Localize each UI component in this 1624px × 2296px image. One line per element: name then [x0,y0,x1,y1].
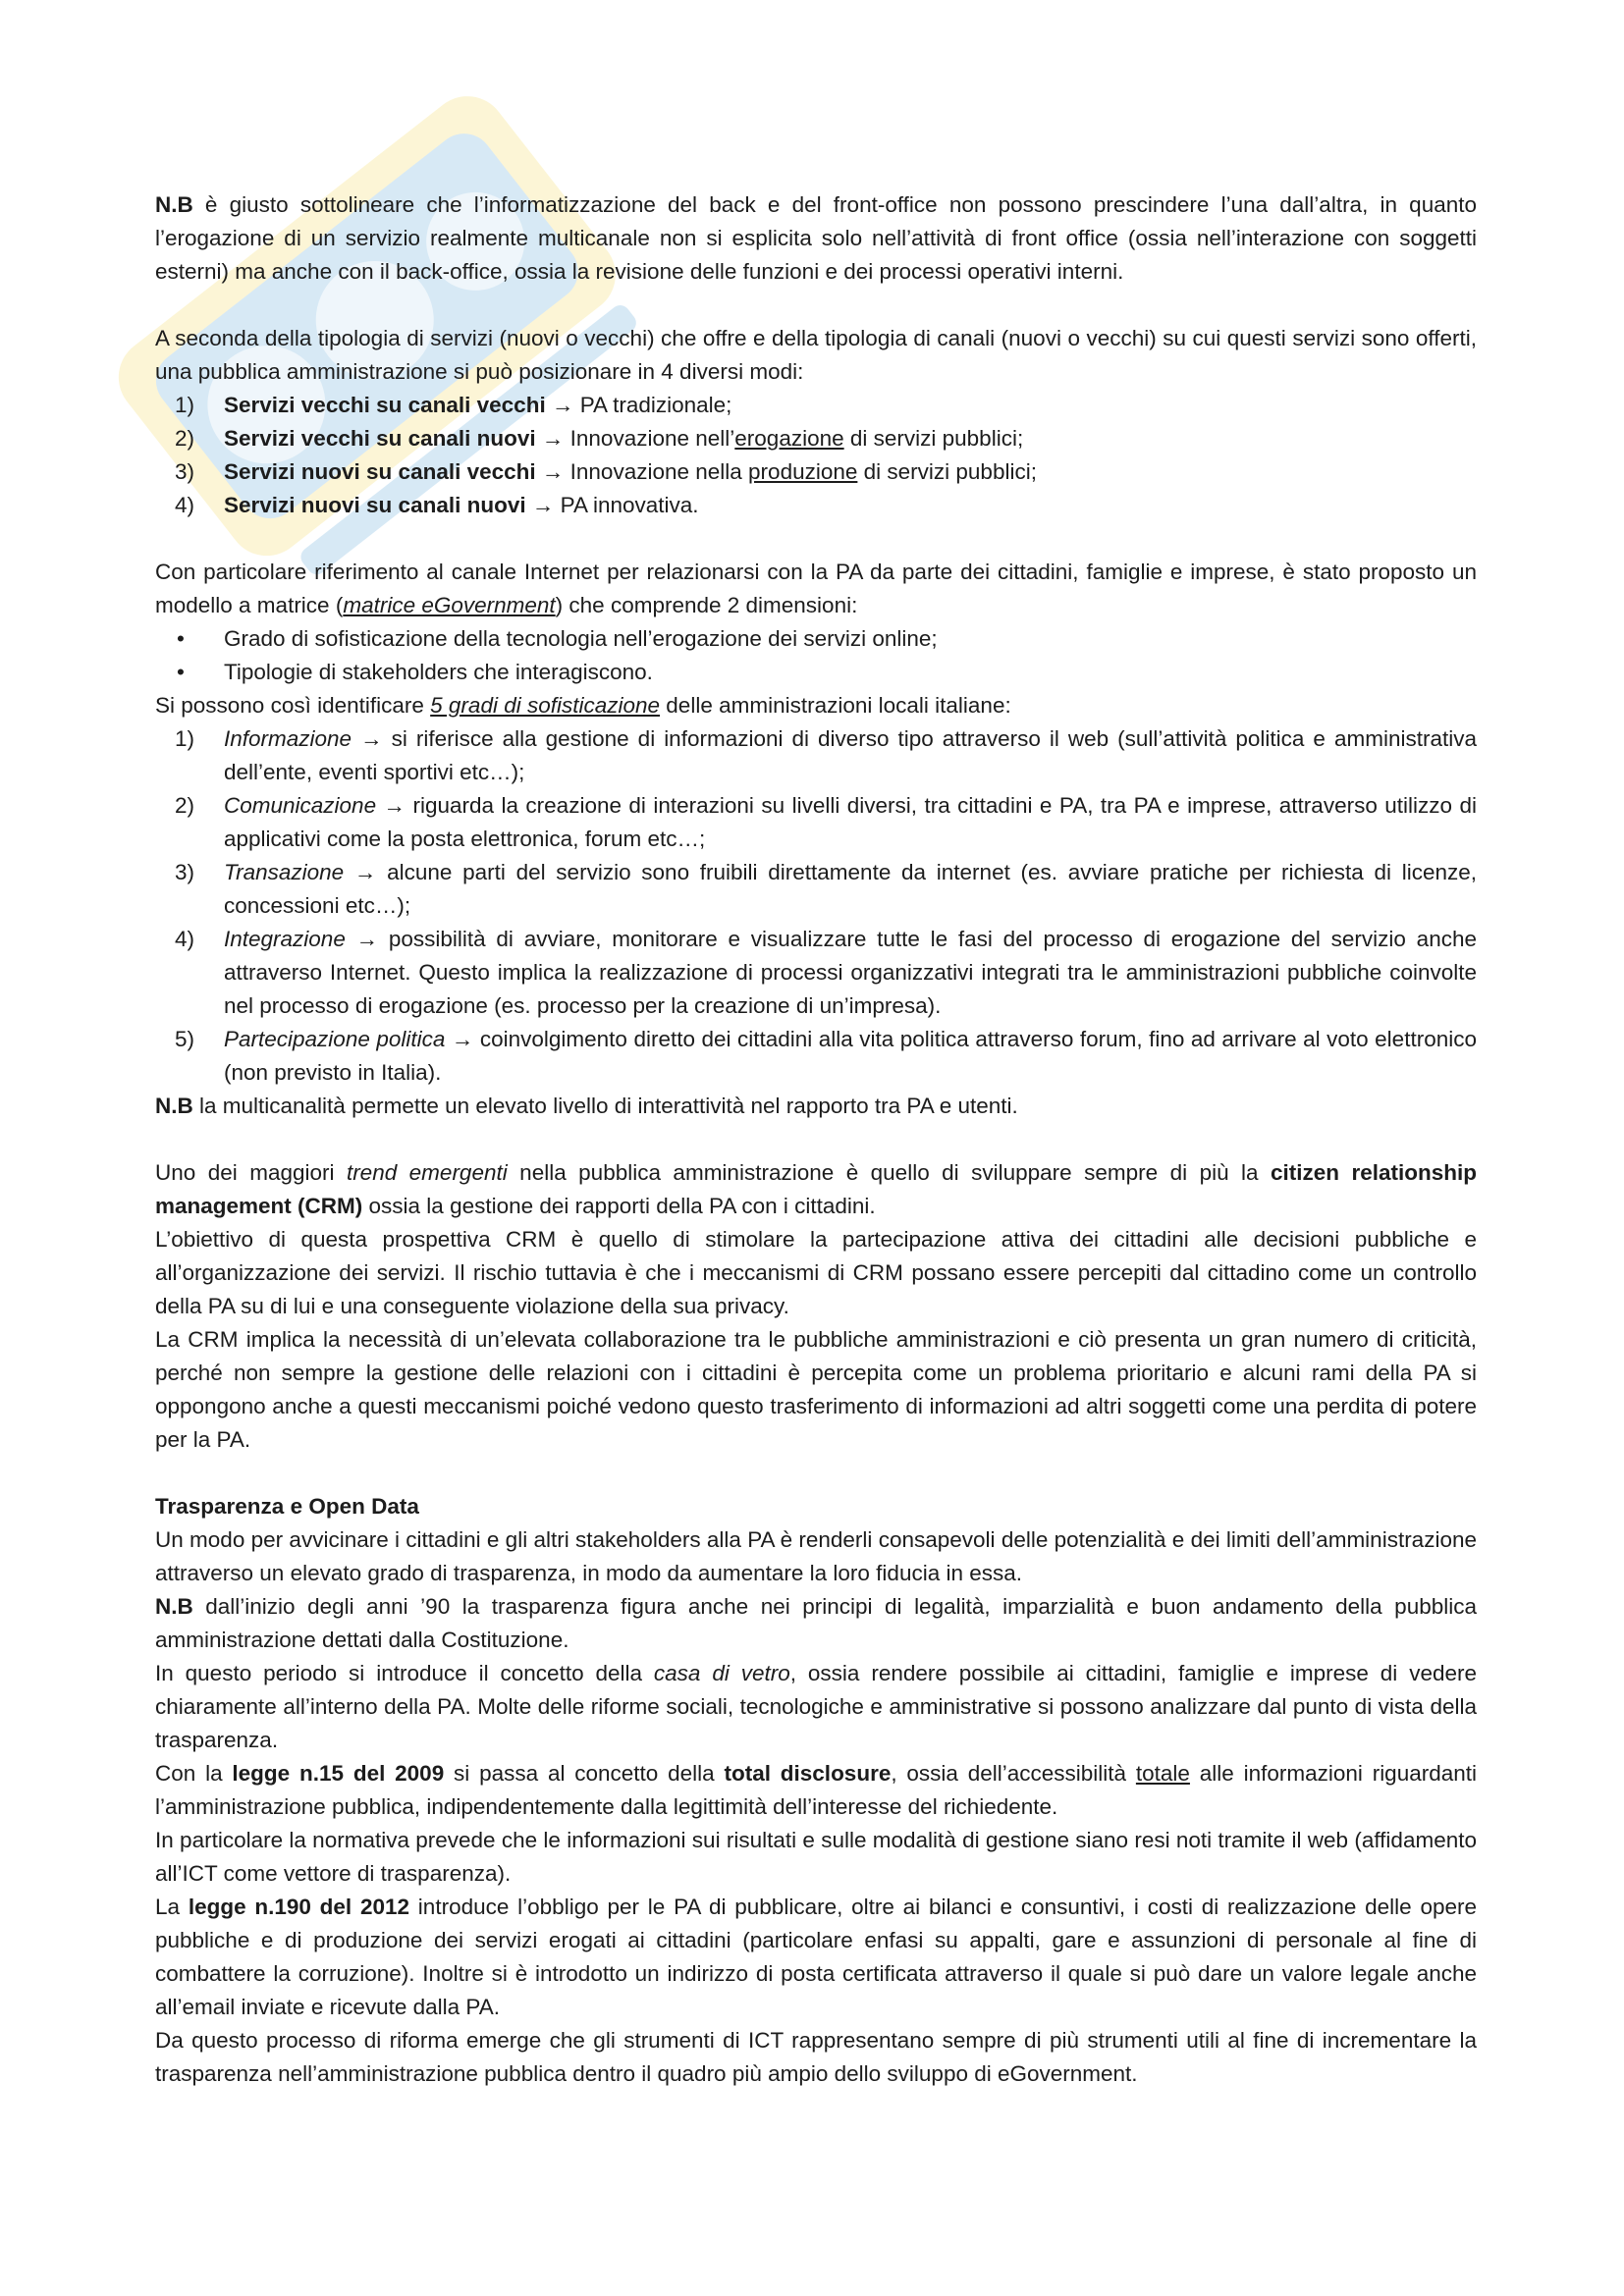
paragraph-crm [155,1156,1477,1223]
item-text: alcune parti del servizio sono fruibili direttamente da internet (es. avviare pratiche per richiesta di licenze, concessioni etc…); [224,860,1477,918]
text-span: nella pubblica amministrazione è quello di sviluppare sempre di più la [507,1160,1271,1185]
arrow-icon: → [353,860,377,884]
paragraph-law-190 [155,1891,1477,2024]
text-span: La [155,1895,189,1919]
bullet-icon: • [177,660,185,684]
item-text: coinvolgimento diretto dei cittadini alla vita politica attraverso forum, fino ad arrivare al voto elettronico (non previsto in Italia). [224,1027,1477,1085]
positioning-item [155,489,1477,522]
item-number: 1) [175,393,195,417]
paragraph-conclusion: Da questo processo di riforma emerge che gli strumenti di ICT rappresentano sempre di più strumenti utili al fine di incrementare la trasparenza nell’amministrazione pubblica dentro il quadro più ampio dello sviluppo di eGovernment. [155,2028,1477,2086]
arrow-icon: → [360,726,383,751]
arrow-icon: → [383,793,406,818]
text-span: Con particolare riferimento al canale Internet per relazionarsi con la PA da parte dei cittadini, famiglie e imprese, è stato proposto un modello a matrice ( [155,560,1477,617]
level-item [155,789,1477,856]
level-item [155,923,1477,1023]
positioning-item [155,422,1477,455]
matrix-term: matrice eGovernment [343,593,556,617]
paragraph-law-15 [155,1757,1477,1824]
item-text: PA tradizionale; [573,393,732,417]
level-name: Comunicazione [224,793,377,818]
level-name: Partecipazione politica [224,1027,446,1051]
level-item [155,722,1477,789]
arrow-icon: → [541,426,565,451]
item-title: Servizi vecchi su canali nuovi [224,426,536,451]
paragraph-crm-objective: L’obiettivo di questa prospettiva CRM è quello di stimolare la partecipazione attiva dei cittadini alle decisioni pubbliche e all’organizzazione dei servizi. Il rischio tuttavia è che i meccanismi di CRM possano essere percepiti dal cittadino come un controllo della PA su di lui e una conseguente violazione della sua privacy. [155,1227,1477,1318]
arrow-icon: → [531,493,555,517]
item-text: riguarda la creazione di interazioni su livelli diversi, tra cittadini e PA, tra PA e imprese, attraverso utilizzo di applicativi come la posta elettronica, forum etc…; [224,793,1477,851]
text-span: Con la [155,1761,233,1786]
section-heading: Trasparenza e Open Data [155,1494,419,1519]
level-item [155,1023,1477,1090]
law-15-term: legge n.15 del 2009 [232,1761,445,1786]
arrow-icon: → [551,393,574,417]
item-underlined: produzione [748,459,858,484]
paragraph-glass-house [155,1657,1477,1757]
item-text: di servizi pubblici; [843,426,1024,451]
text-span: ossia la gestione dei rapporti della PA con i cittadini. [362,1194,876,1218]
text-span: , ossia rendere possibile ai cittadini, famiglie e imprese di vedere chiaramente all’interno della PA. Molte delle riforme sociali, tecnologiche e amministrative si possono analizzare dal punto di vista della trasparenza. [155,1661,1477,1752]
positioning-item [155,455,1477,489]
text-span: si passa al concetto della [444,1761,725,1786]
paragraph-backoffice [155,188,1477,289]
item-title: Servizi nuovi su canali nuovi [224,493,526,517]
item-text: possibilità di avviare, monitorare e visualizzare tutte le fasi del processo di erogazione del servizio anche attraverso Internet. Questo implica la realizzazione di processi organizzativi integrati tra le amministrazioni pubbliche coinvolte nel processo di erogazione (es. processo per la creazione di un’impresa). [224,927,1477,1018]
item-text: si riferisce alla gestione di informazioni di diverso tipo attraverso il web (sull’attività politica e amministrativa dell’ente, eventi sportivi etc…); [224,726,1477,784]
item-number: 1) [175,726,195,751]
arrow-icon: → [355,927,379,951]
item-text: PA innovativa. [554,493,699,517]
level-name: Informazione [224,726,352,751]
item-number: 2) [175,426,195,451]
text-span: Si possono così identificare [155,693,431,718]
crm-term: citizen relationship management (CRM) [155,1160,1477,1218]
bullet-icon: • [177,626,185,651]
paragraph-web: In particolare la normativa prevede che le informazioni sui risultati e sulle modalità di gestione siano resi noti tramite il web (affidamento all’ICT come vettore di trasparenza). [155,1828,1477,1886]
item-number: 4) [175,493,195,517]
item-text: Innovazione nell’ [564,426,735,451]
nb-label: N.B [155,1094,193,1118]
text-span: la multicanalità permette un elevato livello di interattività nel rapporto tra PA e utenti. [192,1094,1018,1118]
levels-term: 5 gradi di sofisticazione [430,693,661,718]
item-number: 5) [175,1027,195,1051]
positioning-item [155,389,1477,422]
document-page [155,188,1477,2091]
sophistication-levels-list [155,722,1477,1090]
item-text: Grado di sofisticazione della tecnologia nell’erogazione dei servizi online; [224,626,938,651]
item-text: Tipologie di stakeholders che interagiscono. [224,660,653,684]
paragraph-nineties [155,1590,1477,1657]
law-190-term: legge n.190 del 2012 [188,1895,410,1919]
dimensions-list [155,622,1477,689]
item-title: Servizi vecchi su canali vecchi [224,393,546,417]
dimension-item [155,622,1477,656]
paragraph-multichannel-note [155,1090,1477,1123]
paragraph-levels-intro [155,689,1477,722]
text-span: alle informazioni riguardanti l’amministrazione pubblica, indipendentemente dalla legittimità dell’interesse del richiedente. [155,1761,1478,1819]
level-name: Transazione [224,860,345,884]
item-underlined: erogazione [734,426,844,451]
text-span: , ossia dell’accessibilità [891,1761,1136,1786]
arrow-icon: → [541,459,565,484]
text-span: introduce l’obbligo per le PA di pubblicare, oltre ai bilanci e consuntivi, i costi di realizzazione delle opere pubbliche e di produzione dei servizi erogati ai cittadini (particolare enfasi su appalti, gare e assunzioni di personale al fine di combattere la corruzione). Inoltre si è introdotto un indirizzo di posta certificata attraverso il quale si può dare un valore legale anche all’email inviate e ricevute dalla PA. [155,1895,1477,2019]
item-number: 3) [175,860,195,884]
glass-house-term: casa di vetro [653,1661,790,1685]
text-span: ) che comprende 2 dimensioni: [555,593,858,617]
level-item [155,856,1477,923]
item-title: Servizi nuovi su canali vecchi [224,459,536,484]
paragraph-crm-collaboration: La CRM implica la necessità di un’elevata collaborazione tra le pubbliche amministrazioni e ciò presenta un gran numero di criticità, perché non sempre la gestione delle relazioni con i cittadini è percepita come un problema prioritario e alcuni rami della PA si oppongono anche a questi meccanismi poiché vedono questo trasferimento di informazioni ad altri soggetti come una perdita di potere per la PA. [155,1327,1477,1452]
arrow-icon: → [451,1027,474,1051]
paragraph-matrix-intro [155,556,1477,622]
paragraph-positioning-intro: A seconda della tipologia di servizi (nuovi o vecchi) che offre e della tipologia di canali (nuovi o vecchi) su cui questi servizi sono offerti, una pubblica amministrazione si può posizionare in 4 diversi modi: [155,326,1477,384]
paragraph-text: è giusto sottolineare che l’informatizzazione del back e del front-office non possono prescindere l’una dall’altra, in quanto l’erogazione di un servizio realmente multicanale non si esplicita solo nell’attività di front office (ossia nell’interazione con soggetti esterni) ma anche con il back-office, ossia la revisione delle funzioni e dei processi operativi interni. [155,192,1477,284]
item-number: 4) [175,927,195,951]
trend-term: trend emergenti [346,1160,508,1185]
nb-label: N.B [155,192,193,217]
nb-label: N.B [155,1594,193,1619]
text-span: In questo periodo si introduce il concetto della [155,1661,654,1685]
item-number: 2) [175,793,195,818]
positioning-list [155,389,1477,522]
text-span: dall’inizio degli anni ’90 la trasparenza figura anche nei principi di legalità, imparzialità e buon andamento della pubblica amministrazione dettati dalla Costituzione. [155,1594,1477,1652]
paragraph-transparency: Un modo per avvicinare i cittadini e gli altri stakeholders alla PA è renderli consapevoli delle potenzialità e dei limiti dell’amministrazione attraverso un elevato grado di trasparenza, in modo da aumentare la loro fiducia in essa. [155,1527,1477,1585]
text-span: Uno dei maggiori [155,1160,347,1185]
total-term: totale [1135,1761,1190,1786]
text-span: delle amministrazioni locali italiane: [660,693,1011,718]
item-number: 3) [175,459,195,484]
dimension-item [155,656,1477,689]
item-text: Innovazione nella [564,459,749,484]
level-name: Integrazione [224,927,346,951]
total-disclosure-term: total disclosure [724,1761,892,1786]
item-text: di servizi pubblici; [857,459,1037,484]
